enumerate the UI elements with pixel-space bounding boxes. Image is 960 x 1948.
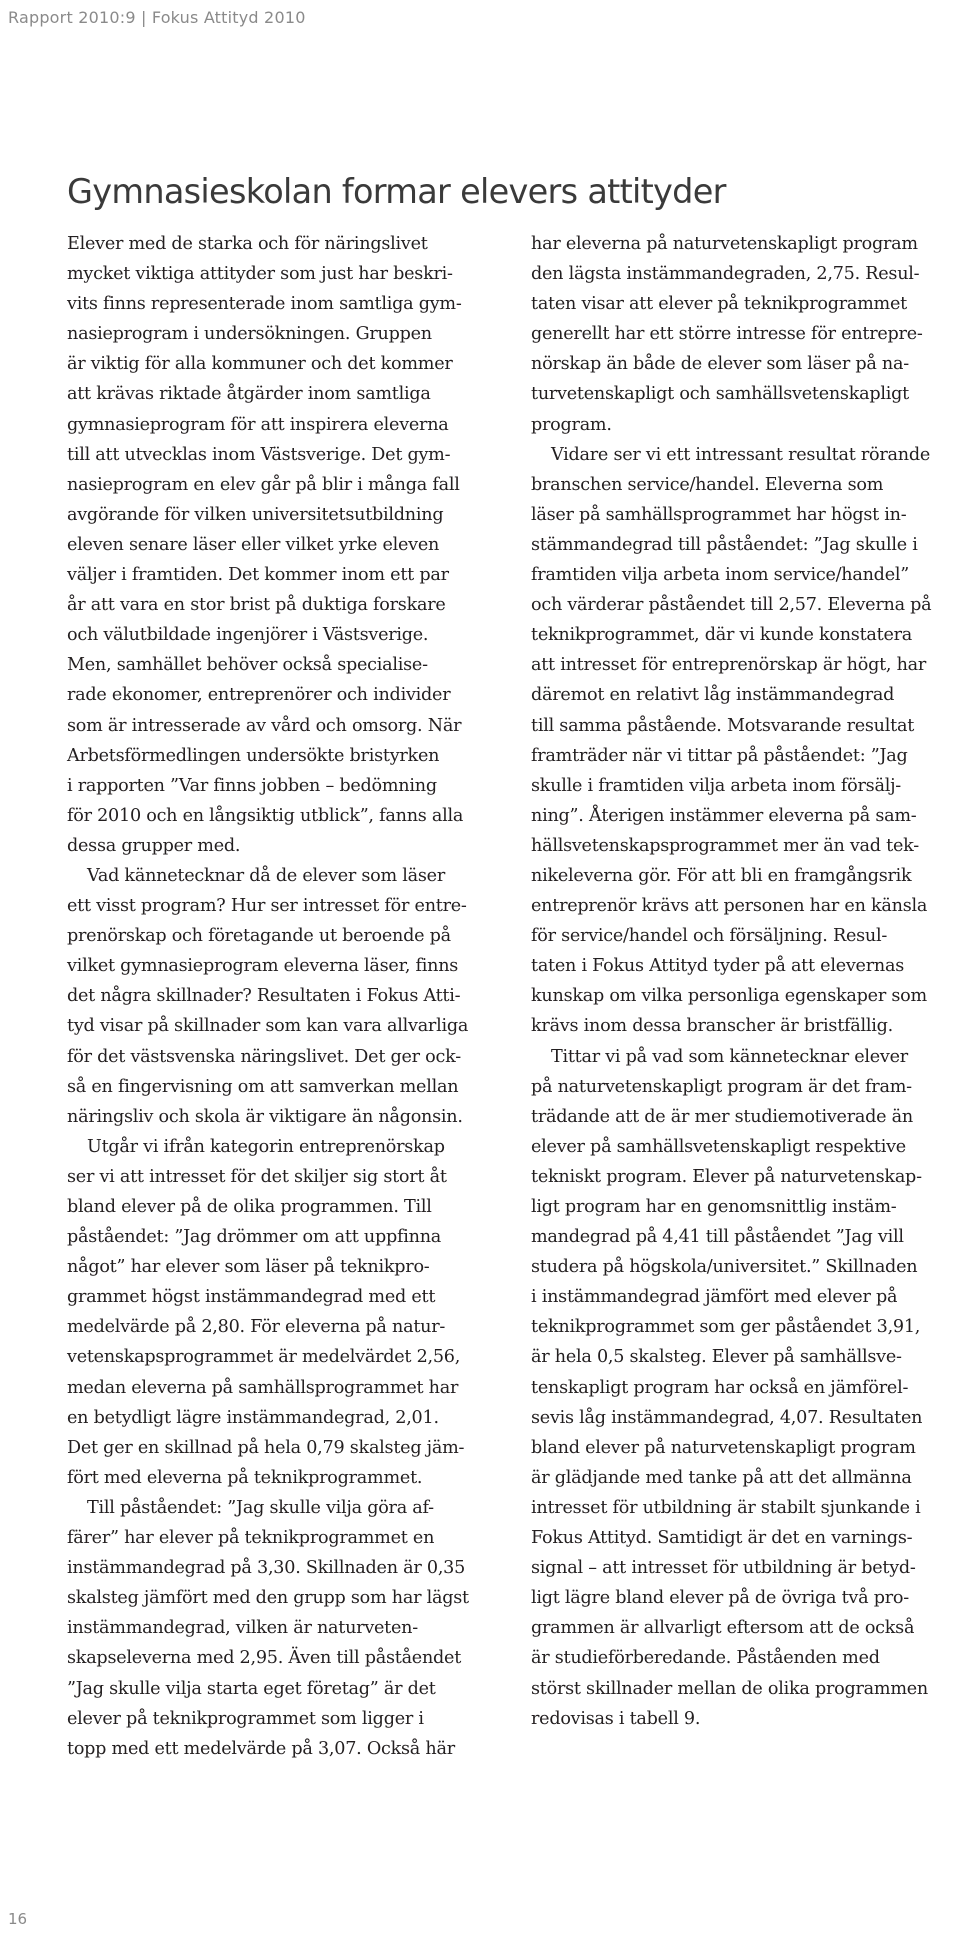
text-line: dessa grupper med. <box>67 835 241 856</box>
text-line: och välutbildade ingenjörer i Västsverige. <box>67 625 429 646</box>
text-line: det några skillnader? Resultaten i Fokus Atti- <box>67 986 461 1007</box>
text-line: färer” har elever på teknikprogrammet en <box>67 1528 435 1549</box>
text-line: signal – att intresset för utbildning är betyd- <box>531 1558 916 1579</box>
text-line: ett visst program? Hur ser intresset för entre- <box>67 896 467 917</box>
text-line: Fokus Attityd. Samtidigt är det en varnings- <box>531 1528 913 1549</box>
text-line: Utgår vi ifrån kategorin entreprenörskap <box>87 1136 445 1157</box>
running-header: Rapport 2010:9 | Fokus Attityd 2010 <box>8 8 306 27</box>
text-line: eleven senare läser eller vilket yrke eleven <box>67 534 440 555</box>
text-line: rade ekonomer, entreprenörer och individer <box>67 685 451 706</box>
text-line: ligt program har en genomsnittlig instäm- <box>531 1197 897 1217</box>
text-line: störst skillnader mellan de olika programmen <box>531 1678 929 1699</box>
text-line: teknikprogrammet, där vi kunde konstatera <box>531 625 913 646</box>
text-line: skulle i framtiden vilja arbeta inom försälj- <box>531 775 901 796</box>
text-line: branschen service/handel. Eleverna som <box>531 474 884 495</box>
text-line: tyd visar på skillnader som kan vara allvarliga <box>67 1016 469 1037</box>
text-line: instämmandegrad på 3,30. Skillnaden är 0,35 <box>67 1558 466 1579</box>
text-line: tenskapligt program har också en jämförel- <box>531 1377 909 1398</box>
text-line: Det ger en skillnad på hela 0,79 skalsteg jäm- <box>67 1437 465 1458</box>
text-line: påståendet: ”Jag drömmer om att uppfinna <box>67 1227 442 1248</box>
text-line: program. <box>531 414 612 435</box>
text-line: elever på teknikprogrammet som ligger i <box>67 1708 424 1729</box>
text-line: är studieförberedande. Påståenden med <box>531 1648 880 1669</box>
text-line: grammet högst instämmandegrad med ett <box>67 1287 436 1308</box>
text-line: är hela 0,5 skalsteg. Elever på samhällsve- <box>531 1347 902 1368</box>
text-line: turvetenskapligt och samhällsvetenskapligt <box>531 384 909 405</box>
text-line: på naturvetenskapligt program är det fram- <box>531 1076 912 1097</box>
text-line: medelvärde på 2,80. För eleverna på natur- <box>67 1317 446 1338</box>
text-line: medan eleverna på samhällsprogrammet har <box>67 1377 459 1398</box>
text-line: i rapporten ”Var finns jobben – bedömning <box>67 775 437 796</box>
text-line: däremot en relativt låg instämmandegrad <box>531 685 895 706</box>
text-line: nikeleverna gör. För att bli en framgångsrik <box>531 865 912 886</box>
text-line: nasieprogram i undersökningen. Gruppen <box>67 324 432 345</box>
text-line: den lägsta instämmandegraden, 2,75. Resul- <box>531 264 920 285</box>
text-line: entreprenör krävs att personen har en känsla <box>531 896 928 917</box>
text-line: taten visar att elever på teknikprogrammet <box>531 294 907 315</box>
text-line: väljer i framtiden. Det kommer inom ett par <box>67 565 449 586</box>
text-line: avgörande för vilken universitetsutbildning <box>67 504 444 525</box>
text-line: kunskap om vilka personliga egenskaper som <box>531 986 927 1007</box>
text-line: för service/handel och försäljning. Resul- <box>531 926 888 947</box>
left-column <box>67 229 507 1764</box>
page-number: 16 <box>8 1910 28 1928</box>
right-column <box>531 229 960 1734</box>
text-line: nörskap än både de elever som läser på na- <box>531 354 909 375</box>
page-title: Gymnasieskolan formar elevers attityder <box>67 172 726 211</box>
text-line: Men, samhället behöver också specialise- <box>67 655 428 676</box>
text-line: taten i Fokus Attityd tyder på att elevernas <box>531 956 904 977</box>
text-line: mandegrad på 4,41 till påståendet ”Jag vill <box>531 1227 904 1248</box>
text-line: ”Jag skulle vilja starta eget företag” är det <box>67 1678 436 1699</box>
text-line: ligt lägre bland elever på de övriga två pro- <box>531 1588 909 1609</box>
text-line: hällsvetenskapsprogrammet mer än vad tek- <box>531 835 919 856</box>
text-line: elever på samhällsvetenskapligt respektive <box>531 1136 906 1157</box>
text-line: bland elever på naturvetenskapligt program <box>531 1437 916 1458</box>
text-line: grammen är allvarligt eftersom att de också <box>531 1618 915 1639</box>
text-line: studera på högskola/universitet.” Skillnaden <box>531 1257 918 1278</box>
text-line: näringsliv och skola är viktigare än någonsin. <box>67 1106 463 1127</box>
text-line: prenörskap och företagande ut beroende på <box>67 926 451 947</box>
text-line: framträder när vi tittar på påståendet: ”Jag <box>531 745 908 766</box>
text-line: framtiden vilja arbeta inom service/handel” <box>531 565 909 586</box>
text-line: är viktig för alla kommuner och det kommer <box>67 354 453 375</box>
text-line: för 2010 och en långsiktig utblick”, fanns alla <box>67 805 464 826</box>
text-line: Vad kännetecknar då de elever som läser <box>87 865 446 886</box>
text-line: teknikprogrammet som ger påståendet 3,91, <box>531 1317 921 1338</box>
text-line: ser vi att intresset för det skiljer sig stort åt <box>67 1166 447 1187</box>
text-line: topp med ett medelvärde på 3,07. Också här <box>67 1738 455 1759</box>
text-line: att krävas riktade åtgärder inom samtliga <box>67 384 431 405</box>
text-line: så en fingervisning om att samverkan mellan <box>67 1076 459 1097</box>
text-line: skalsteg jämfört med den grupp som har lägst <box>67 1588 469 1609</box>
text-line: till att utvecklas inom Västsverige. Det gym- <box>67 444 451 465</box>
text-line: stämmandegrad till påståendet: ”Jag skulle i <box>531 534 918 555</box>
text-line: år att vara en stor brist på duktiga forskare <box>67 595 446 616</box>
text-line: trädande att de är mer studiemotiverade än <box>531 1106 913 1127</box>
text-line: vits finns representerade inom samtliga gym- <box>67 294 462 315</box>
text-line: Arbetsförmedlingen undersökte bristyrken <box>67 745 440 766</box>
text-line: vetenskapsprogrammet är medelvärdet 2,56, <box>67 1347 461 1368</box>
text-line: har eleverna på naturvetenskapligt program <box>531 234 918 254</box>
text-line: generellt har ett större intresse för entrepre- <box>531 324 923 345</box>
text-line: instämmandegrad, vilken är naturveten- <box>67 1618 418 1639</box>
text-line: en betydligt lägre instämmandegrad, 2,01. <box>67 1407 439 1428</box>
text-line: Tittar vi på vad som kännetecknar elever <box>551 1046 908 1067</box>
text-line: ning”. Återigen instämmer eleverna på sam- <box>531 805 917 826</box>
text-line: i instämmandegrad jämfört med elever på <box>531 1287 898 1308</box>
text-line: för det västsvenska näringslivet. Det ger ock- <box>67 1046 461 1067</box>
text-line: Vidare ser vi ett intressant resultat rörande <box>551 444 931 465</box>
text-line: och värderar påståendet till 2,57. Eleverna på <box>531 595 932 616</box>
text-line: är glädjande med tanke på att det allmänna <box>531 1467 912 1488</box>
text-line: krävs inom dessa branscher är bristfällig. <box>531 1016 894 1037</box>
text-line: sevis låg instämmandegrad, 4,07. Resultaten <box>531 1407 923 1428</box>
text-line: mycket viktiga attityder som just har beskri- <box>67 264 453 285</box>
text-line: intresset för utbildning är stabilt sjunkande i <box>531 1497 921 1518</box>
text-line: till samma påstående. Motsvarande resultat <box>531 715 915 736</box>
text-line: läser på samhällsprogrammet har högst in- <box>531 504 907 525</box>
text-line: bland elever på de olika programmen. Till <box>67 1197 432 1217</box>
text-line: att intresset för entreprenörskap är högt, har <box>531 655 927 676</box>
text-line: Till påståendet: ”Jag skulle vilja göra af- <box>87 1497 434 1518</box>
text-line: gymnasieprogram för att inspirera eleverna <box>67 414 449 435</box>
text-line: fört med eleverna på teknikprogrammet. <box>67 1467 423 1488</box>
text-line: vilket gymnasieprogram eleverna läser, finns <box>67 956 459 977</box>
text-line: redovisas i tabell 9. <box>531 1708 701 1729</box>
text-line: Elever med de starka och för näringslivet <box>67 234 428 254</box>
text-line: nasieprogram en elev går på blir i många fall <box>67 474 460 495</box>
text-line: som är intresserade av vård och omsorg. När <box>67 715 462 736</box>
text-line: något” har elever som läser på teknikpro- <box>67 1257 430 1278</box>
text-line: tekniskt program. Elever på naturvetenskap- <box>531 1166 922 1187</box>
text-line: skapseleverna med 2,95. Även till påståendet <box>67 1648 462 1669</box>
